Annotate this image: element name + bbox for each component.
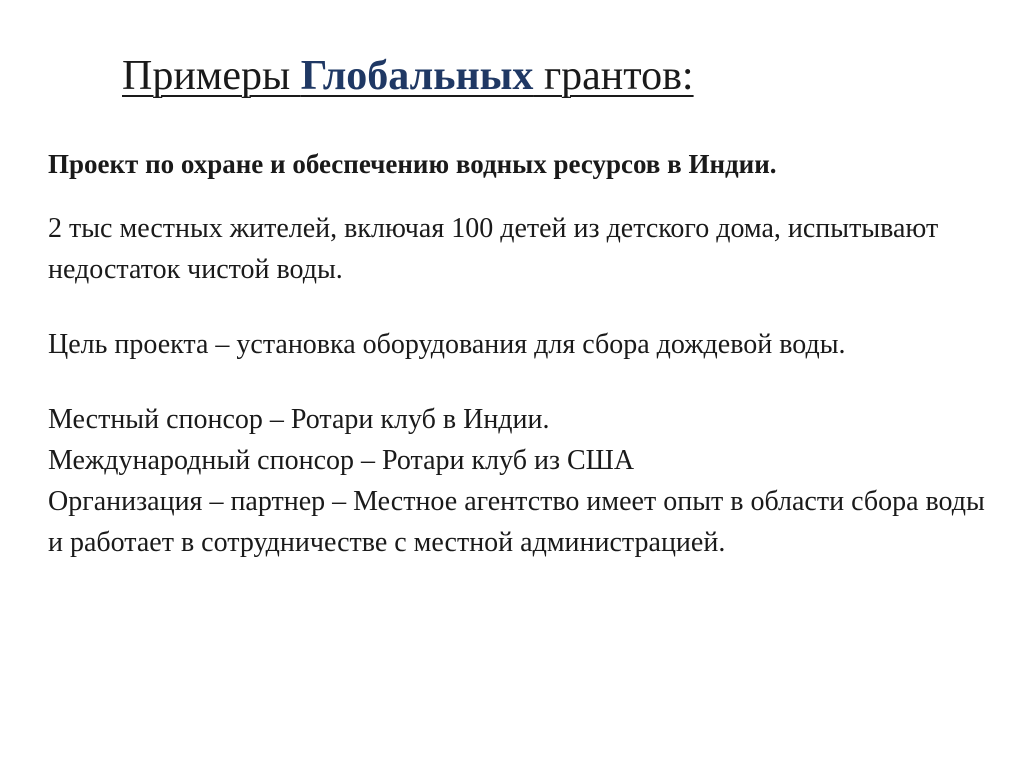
slide-content — [48, 140, 988, 563]
local-sponsor-line: Местный спонсор – Ротари клуб в Индии. — [48, 404, 550, 435]
title-part-1: Примеры — [122, 53, 301, 99]
goal-paragraph: Цель проекта – установка оборудования для сбора дождевой воды. — [48, 329, 846, 360]
title-part-2: грантов: — [533, 53, 694, 99]
international-sponsor-line: Международный спонсор – Ротари клуб из США — [48, 445, 635, 476]
slide-title — [122, 50, 694, 102]
project-title: Проект по охране и обеспечению водных ресурсов в Индии. — [48, 149, 777, 179]
spacer — [48, 290, 988, 324]
residents-paragraph: 2 тыс местных жителей, включая 100 детей из детского дома, испытывают недостаток чистой воды. — [48, 213, 939, 285]
partner-paragraph: Организация – партнер – Местное агентство имеет опыт в области сбора воды и работает в сотрудничестве с местной администрацией. — [48, 486, 985, 558]
spacer — [48, 365, 988, 399]
spacer — [48, 188, 988, 208]
title-accent-word: Глобальных — [300, 53, 534, 99]
